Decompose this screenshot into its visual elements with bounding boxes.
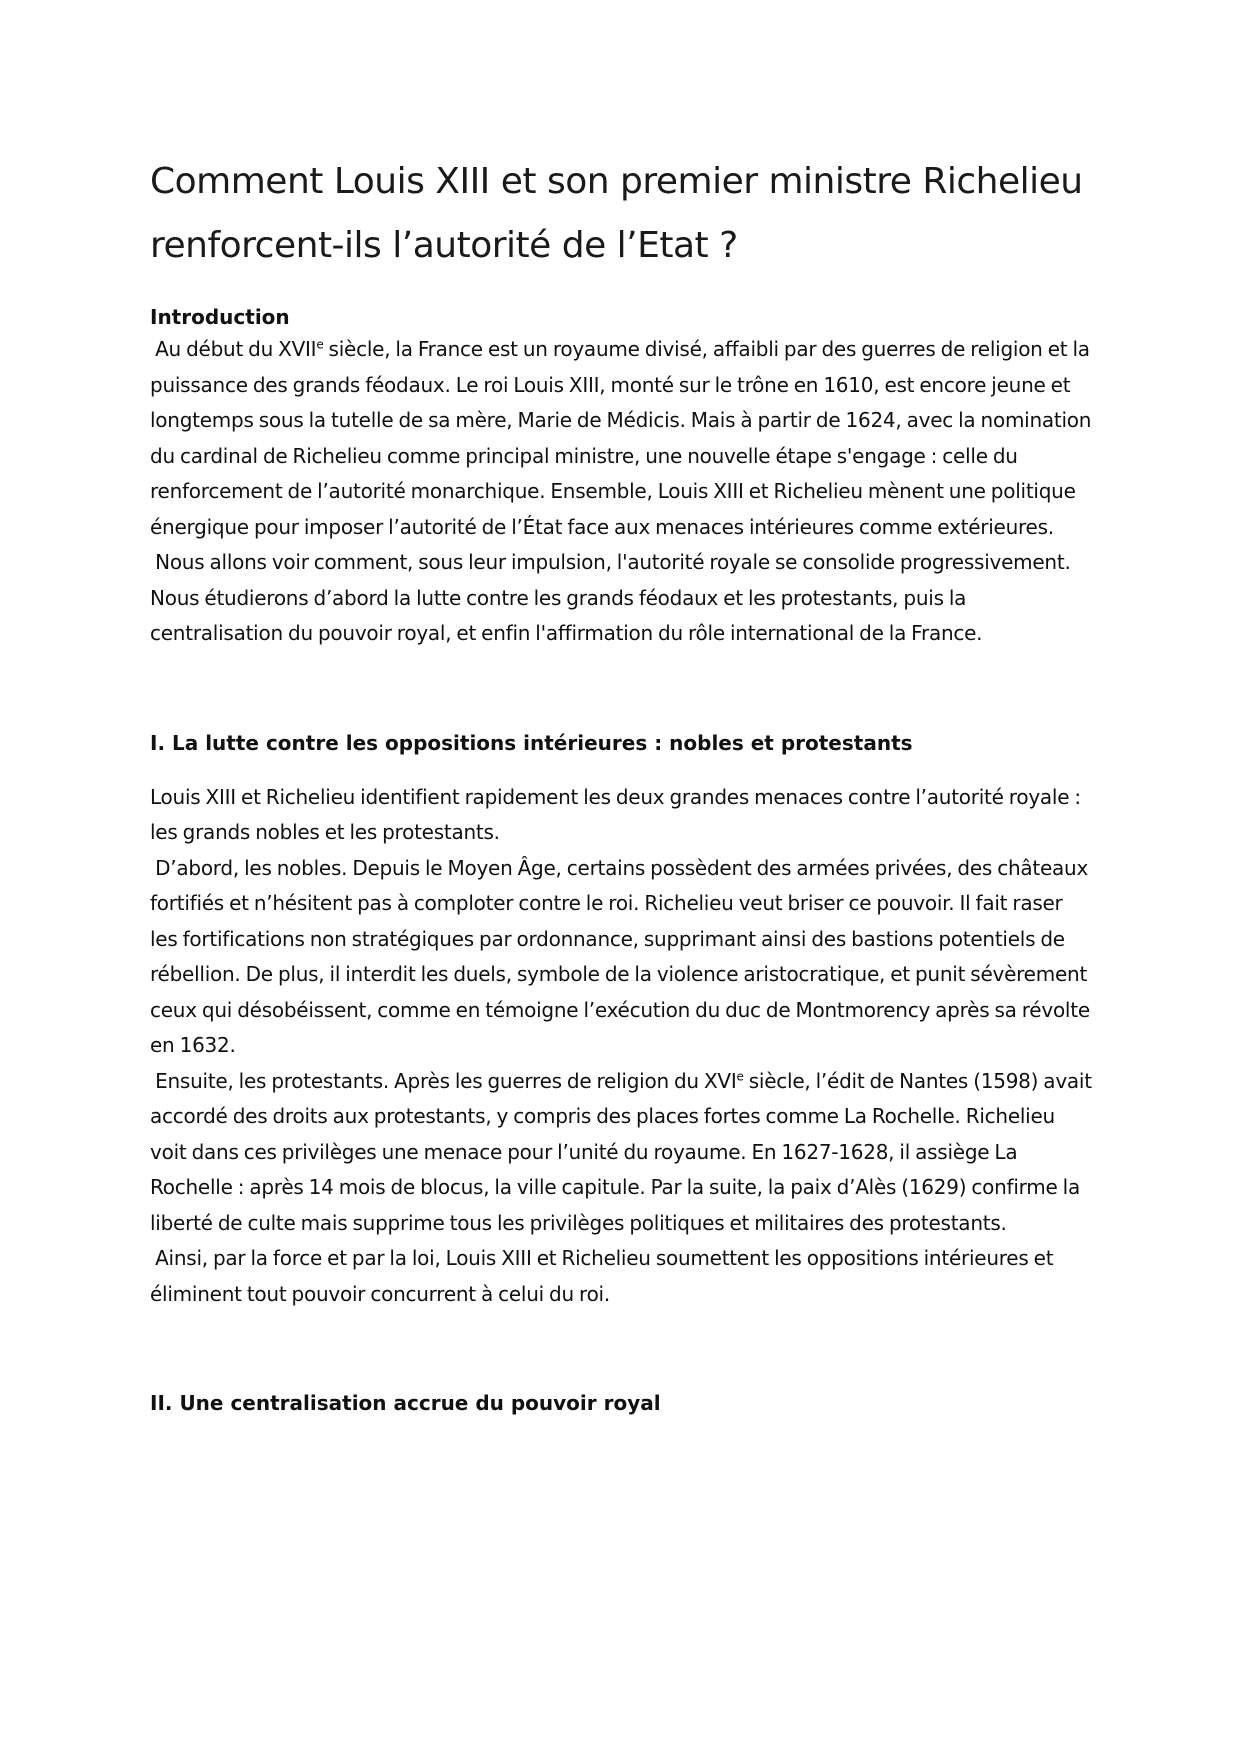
section-1-heading: I. La lutte contre les oppositions intérieures : nobles et protestants [150, 730, 913, 755]
sec1-p3-superscript: e [736, 1068, 744, 1083]
section-1 [150, 780, 1095, 1313]
introduction-paragraph-2: Nous allons voir comment, sous leur impulsion, l'autorité royale se consolide progressivement. Nous étudierons d’abord la lutte contre les grands féodaux et les protestants, puis la centralisation du pouvoir royal, et enfin l'affirmation du rôle international de la France. [150, 550, 1071, 645]
section-1-paragraph-2: D’abord, les nobles. Depuis le Moyen Âge, certains possèdent des armées privées, des châteaux fortifiés et n’hésitent pas à comploter contre le roi. Richelieu veut briser ce pouvoir. Il fait raser les fortifications non stratégiques par ordonnance, supprimant ainsi des bastions potentiels de rébellion. De plus, il interdit les duels, symbole de la violence aristocratique, et punit sévèrement ceux qui désobéissent, comme en témoigne l’exécution du duc de Montmorency après sa révolte en 1632. [150, 855, 1090, 1057]
document-body [150, 150, 1095, 1418]
introduction-paragraph-1 [150, 332, 1095, 545]
section-1-paragraph-1: Louis XIII et Richelieu identifient rapidement les deux grandes menaces contre l’autorité royale : les grands nobles et les protestants. [150, 784, 1081, 844]
sec1-p3-text-b: siècle, l’édit de Nantes (1598) avait accordé des droits aux protestants, y compris des places fortes comme La Rochelle. Richelieu voit dans ces privilèges une menace pour l’unité du royaume. En 1627-1628, il assiège La Rochelle : après 14 mois de blocus, la ville capitule. Par la suite, la paix d’Alès (1629) confirme la liberté de culte mais supprime tous les privilèges politiques et militaires des protestants. [150, 1068, 1092, 1235]
intro-p1-text-b: siècle, la France est un royaume divisé, affaibli par des guerres de religion et la puissance des grands féodaux. Le roi Louis XIII, monté sur le trône en 1610, est encore jeune et longtemps sous la tutelle de sa mère, Marie de Médicis. Mais à partir de 1624, avec la nomination du cardinal de Richelieu comme principal ministre, une nouvelle étape s'engage : celle du renforcement de l’autorité monarchique. Ensemble, Louis XIII et Richelieu mènent une politique énergique pour imposer l’autorité de l’État face aux menaces intérieures comme extérieures. [150, 337, 1092, 539]
introduction-heading: Introduction [150, 305, 290, 329]
intro-p1-text-a: Au début du XVII [155, 337, 317, 361]
sec1-p3-text-a: Ensuite, les protestants. Après les guerres de religion du XVI [155, 1068, 737, 1093]
document-title: Comment Louis XIII et son premier ministre Richelieu renforcent-ils l’autorité de l’Etat ? [150, 161, 1083, 266]
section-1-paragraph-4: Ainsi, par la force et par la loi, Louis XIII et Richelieu soumettent les oppositions intérieures et éliminent tout pouvoir concurrent à celui du roi. [150, 1246, 1054, 1306]
intro-p1-superscript: e [316, 337, 324, 352]
section-1-paragraph-3 [150, 1064, 1095, 1242]
introduction-section [150, 332, 1095, 652]
section-2-heading: II. Une centralisation accrue du pouvoir royal [150, 1391, 661, 1415]
